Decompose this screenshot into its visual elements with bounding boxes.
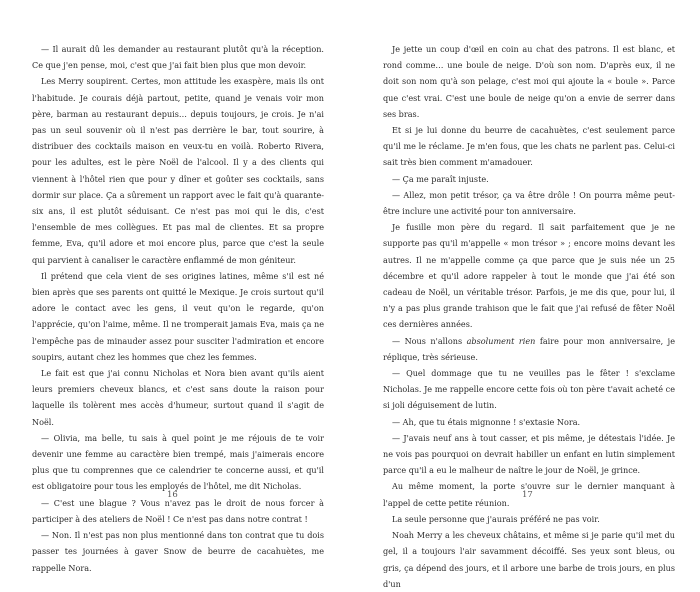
right-page bbox=[383, 41, 675, 592]
paragraph: Je jette un coup d'œil en coin au chat des patrons. Il est blanc, et rond comme… une boule de neige. D'où son nom. D'après eux, il ne doit son nom qu'à son pelage, c'est moi qui ajoute la « boule ». Parce que c'est vrai. C'est une boule de neige qu'on a envie de serrer dans ses bras. bbox=[383, 44, 675, 119]
paragraph: Je fusille mon père du regard. Il sait parfaitement que je ne supporte pas qu'il m'appelle « mon trésor » ; encore moins devant les autres. Il ne m'appelle comme ça que parce que je suis née un 25 décembre et qu'il adore rappeler à tout le monde que j'ai été son cadeau de Noël, un véritable trésor. Parfois, je me dis que, pour lui, il n'y a pas plus grande trahison que le fait que j'ai refusé de fêter Noël ces dernières années. bbox=[383, 222, 675, 330]
paragraph: Le fait est que j'ai connu Nicholas et Nora bien avant qu'ils aient leurs premiers cheveux blancs, et c'est sans doute la raison pour laquelle ils tolèrent mes accès d'humeur, surtout quand il s'agit de Noël. bbox=[32, 368, 324, 427]
paragraph: Les Merry soupirent. Certes, mon attitude les exaspère, mais ils ont l'habitude. Je courais déjà partout, petite, quand je venais voir mon père, barman au restaurant depuis… depuis toujours, je crois. Je n'ai pas un seul souvenir où il n'est pas derrière le bar, tout sourire, à distribuer des cocktails maison en veux-tu en voilà. Roberto Rivera, pour les adultes, est le père Noël de l'alcool. Il y a des clients qui viennent à l'hôtel rien que pour y dîner et goûter ses cocktails, sans dormir sur place. Ça a sûrement un rapport avec le fait qu'à quarante-six ans, il est plutôt séduisant. Ce n'est pas moi qui le dis, c'est l'ensemble de mes collègues. Et pas mal de clientes. Et sa propre femme, Eva, qu'il adore et moi encore plus, parce que c'est la seule qui parvient à canaliser le caractère enflammé de mon géniteur. bbox=[32, 76, 324, 265]
paragraph: La seule personne que j'aurais préféré ne pas voir. bbox=[392, 513, 600, 524]
paragraph: — Allez, mon petit trésor, ça va être drôle ! On pourra même peut-être inclure une activité pour ton anniversaire. bbox=[383, 189, 675, 217]
paragraph bbox=[383, 333, 675, 365]
paragraph: — Olivia, ma belle, tu sais à quel point je me réjouis de te voir devenir une femme au caractère bien trempé, mais j'aimerais encore plus que tu comprennes que ce calendrier te concerne aussi, et qu'il est obligatoire pour tous les employés de l'hôtel, me dit Nicholas. bbox=[32, 432, 324, 492]
paragraph-text: faire pour mon anniversaire, je réplique, très sérieuse. bbox=[383, 335, 675, 362]
paragraph: — Ah, que tu étais mignonne ! s'extasie Nora. bbox=[392, 416, 581, 427]
left-page bbox=[32, 41, 324, 576]
paragraph: — Ça me paraît injuste. bbox=[392, 173, 489, 184]
paragraph: — J'avais neuf ans à tout casser, et pis même, je détestais l'idée. Je ne vois pas pourquoi on devrait habiller un enfant en lutin simplement parce qu'il a eu le malheur de naître le jour de Noël, je grince. bbox=[383, 432, 675, 476]
paragraph: — C'est une blague ? Vous n'avez pas le droit de nous forcer à participer à des ateliers de Noël ! Ce n'est pas dans notre contrat ! bbox=[32, 497, 324, 524]
paragraph: — Il aurait dû les demander au restaurant plutôt qu'à la réception. Ce que j'en pense, moi, c'est que j'ai fait bien plus que mon devoir. bbox=[32, 44, 324, 71]
page-number-left: 16 bbox=[167, 490, 178, 500]
emphasis-text: absolument rien bbox=[466, 335, 536, 346]
paragraph: — Quel dommage que tu ne veuilles pas le fêter ! s'exclame Nicholas. Je me rappelle encore cette fois où ton père t'avait acheté ce si joli déguisement de lutin. bbox=[383, 368, 675, 411]
paragraph-text: — Nous n'allons bbox=[392, 335, 467, 346]
paragraph: — Non. Il n'est pas non plus mentionné dans ton contrat que tu dois passer tes journées à gaver Snow de beurre de cacahuètes, me rappelle Nora. bbox=[32, 530, 324, 573]
paragraph: Il prétend que cela vient de ses origines latines, même s'il est né bien après que ses parents ont quitté le Mexique. Je crois surtout qu'il adore le contact avec les gens, il veut qu'on le regarde, qu'on l'apprécie, qu'on l'aime, même. Il ne tromperait jamais Eva, mais ça ne l'empêche pas de minauder assez pour susciter l'admiration et encore soupirs, autant chez les hommes que chez les femmes. bbox=[32, 270, 324, 362]
paragraph: Au même moment, la porte s'ouvre sur le dernier manquant à l'appel de cette petite réunion. bbox=[383, 481, 675, 508]
page-number-right: 17 bbox=[522, 490, 533, 500]
paragraph: Et si je lui donne du beurre de cacahuètes, c'est seulement parce qu'il me le réclame. Je m'en fous, que les chats ne parlent pas. Celui-ci sait très bien comment m'amadouer. bbox=[383, 125, 675, 168]
paragraph: Noah Merry a les cheveux châtains, et même si je parie qu'il met du gel, il a toujours l'air savamment décoiffé. Ses yeux sont bleus, ou gris, ça dépend des jours, et il arbore une barbe de trois jours, en plus d'un bbox=[383, 530, 675, 589]
